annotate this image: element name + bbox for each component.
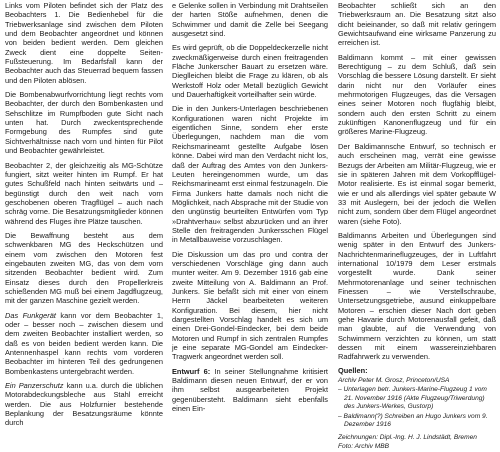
paragraph: Beobachter schließt sich an den Triebwerksraum an. Die Besatzung sitzt also dicht beieinander, so daß mit relativ geringem Gewichtsaufwand eine wirksame Panzerung zu erreichen ist. [338,1,496,48]
text-column-middle [172,1,328,418]
paragraph: Baldimanns Arbeiten und Überlegungen sind wenig später in den Entwurf des Junkers-Nachrichtenmarineflugzeuges, der in Luftfahrt international 10/1979 dem Leser erstmals vorgestellt wurde. Dank seiner Mehrmotorenanlage und seiner technischen Finessen – wie Verstellschraube, Untersetzungsgetriebe, ausund einkuppelbare Motoren – erschien dieser Nach dort geben gehe Havarie durch Motorenausfall gefeit, daß man glaubte, auf die Verwendung von Schwimmern verzichten zu können, um statt dessen mit einem wassereinziehbaren Radfahrwerk zu verwenden. [338,230,496,362]
paragraph-lead: Entwurf 6: [172,366,211,376]
sources-archive: Archiv Peter M. Grosz, Princeton/USA [338,377,450,385]
paragraph: Die Diskussion um das pro und contra der verschiedenen Vorschläge ging dann auch munter weiter. Am 9. Dezember 1916 gab eine zweite Mitteilung von A. Baldimann an Prof. Junkers. Sie befaßt sich mit einer von einem Herrn Jäckel bearbeiteten weiteren Konfiguration. Bei diesem, hier nicht dargestellten Vorschlag handelt es sich um einen Drei-Gondel-Eindecker, bei dem beide Motoren und Rumpf in sich zentralen Rumpfes je eine separate MG-Gondel am Eindecker-Tragwerk angeordnet werden soll. [172,249,328,362]
paragraph [5,381,163,428]
sources-heading: Quellen: [338,365,368,375]
text-column-right [338,1,496,452]
paragraph [172,367,328,414]
paragraph-body: kann vor dem Beobachter 1, oder – besser noch – zwischen diesem und dem zweiten Beobachter installiert werden, so daß es von beiden bedient werden kann. Die Antennenhaspel kann rechts vom vorderen Beobachter im hinteren Teil des gedrungenen Bombenkastens untergebracht werden. [5,310,163,376]
paragraph: Beobachter 2, der gleichzeitig als MG-Schütze fungiert, sitzt weiter hinten im Rumpf. Er hat gutes Schußfeld nach hinten seitwärts und – begünstigt durch den weit nach vorn geschobenen oberen Tragflügel – auch nach schräg vorne. Die Besatzungsmitglieder können während des Fluges ihre Plätze tauschen. [5,160,163,226]
paragraph: Links vom Piloten befindet sich der Platz des Beobachters 1. Die Bedienhebel für die Triebwerksanlage sind zwischen dem Piloten und dem Beobachter angeordnet und können von beiden bedient werden. Dem gleichen Zweck dient eine doppelte Seiten-Fußsteuerung. Im Bedarfsfall kann der Beobachter auch das Steuerrad bequem fassen und den Piloten ablösen. [5,1,163,85]
paragraph: Die Bewaffnung besteht aus dem schwenkbaren MG des Heckschützen und einem vom zwischen den Motoren fest eingebauten zweiten MG, das von dem vorn sitzenden Beobachter bedient wird. Zum Einsatz dieses durch den Propellerkreis schießenden MG muß bei einem Jagdflugzeug, mit der ganzen Maschine gezielt werden. [5,230,163,306]
photo-credit: Foto: Archiv MBB [338,442,390,450]
source-item: – Baldimann(?) Schreiben an Hugo Junkers vom 9. Dezember 1916 [338,412,488,429]
drawings-credit: Zeichnungen: Dipl.-Ing. H. J. Lindstädt, Bremen [338,433,477,441]
paragraph: Die in den Junkers-Unterlagen beschriebenen Konfigurationen waren nicht Projekte im eigentlichen Sinne, sondern eher erste Überlegungen, nachdem man die vom Reichsmarineamt gestellte Aufgabe lösen könne. Dabei wird man den Verdacht nicht los, daß der Auftrag des Amtes von den Junkers-Leuten hereingenommen wurde, um das Reichsmarineamt erst einmal festzunageln. Die Firma Junkers hatte damals noch nicht die Möglichkeit, nach Absprache mit der Studie von den ungünstig beurteilten Entwürfen vom Typ »Drahtverhau« selbst abzurücken und an ihrer Stelle den freitragenden Junkersschen Flügel in Metallbauweise vorzuschlagen. [172,104,328,245]
paragraph: Der Baldimannsche Entwurf, so technisch er auch erscheinen mag, verrät eine gewisse Bezugs der Arbeiten am Militär-Flugzeug, wie er sie in späteren Jahren mit dem Vorkopfflügel-Motor realisierte. Es ist einmal sogar bemerkt, wie er und als allerdings viel später gebaute W 33 mit Auslegern, bei der jedoch die Wellen nicht zum, sondern über dem Flügel angeordnet waren (siehe Foto). [338,141,496,226]
paragraph-lead: Ein Panzerschutz [5,381,64,391]
paragraph-body: kann u.a. durch die üblichen Motorabdeckungsbleche aus Stahl erreicht werden. Die aus Holzfurnier bestehende Beplankung der Besatzungsräume könnte durch [5,381,163,428]
paragraph: Die Bombenabwurfvorrichtung liegt rechts vom Beobachter, der durch den Bombenkasten und Sehschlitze im Rumpfboden gute Sicht nach unten hat. Durch zweckentsprechende Formgebung des Rumpfes sind gute Sichtverhältnisse nach vorn und hinten für Pilot und Beobachter gewährleistet. [5,90,163,156]
paragraph: Baldimann kommt – mit einer gewissen Berechtigung – zu dem Schluß, daß sein Vorschlag die bessere Lösung darstellt. Er sieht darin nicht nur den Vorläufer eines mehrmotorigen Flugzeuges, das die Versagen eines seiner Motoren noch flugfähig bleibt, sondern auch den ersten Schritt zu einem zukünftigen Kanonenflugzeug und für ein größeres Marine-Flugzeug. [338,52,496,137]
paragraph-lead: Das Funkgerät [5,310,56,320]
paragraph [5,311,163,376]
text-column-left [5,1,163,433]
paragraph: e Gelenke sollen in Verbindung mit Drahtseilen der harten Stöße aufnehmen, denen die Schwimmer und damit die Zelle bei Seegang ausgesetzt sind. [172,1,328,39]
paragraph: Es wird geprüft, ob die Doppeldeckerzelle nicht zweckmäßigerweise durch einen freitragenden Fläche Junkerscher Bauart zu ersetzen wäre. Dieglleichen bleibt die Frage zu klären, ob als Werkstoff Holz oder Metall bezüglich Gewicht und Dauerhaftigkeit vorteilhafter sein würde. [172,43,328,100]
source-item: – Unterlagen betr. Junkers-Marine-Flugzeug 1 vom 21. November 1916 (Akte Flugzeug/Triwerdung) des Junkers-Werkes, Gustorp) [338,386,487,411]
sources-block [338,366,496,452]
paragraph-body: In seiner Stellungnahme kritisiert Baldimann diesen neuen Entwurf, der er von ihm selbst ausgearbeiteten Projekt gegenübersteht. Baldimann sieht ebenfalls einen Ein- [172,366,328,414]
